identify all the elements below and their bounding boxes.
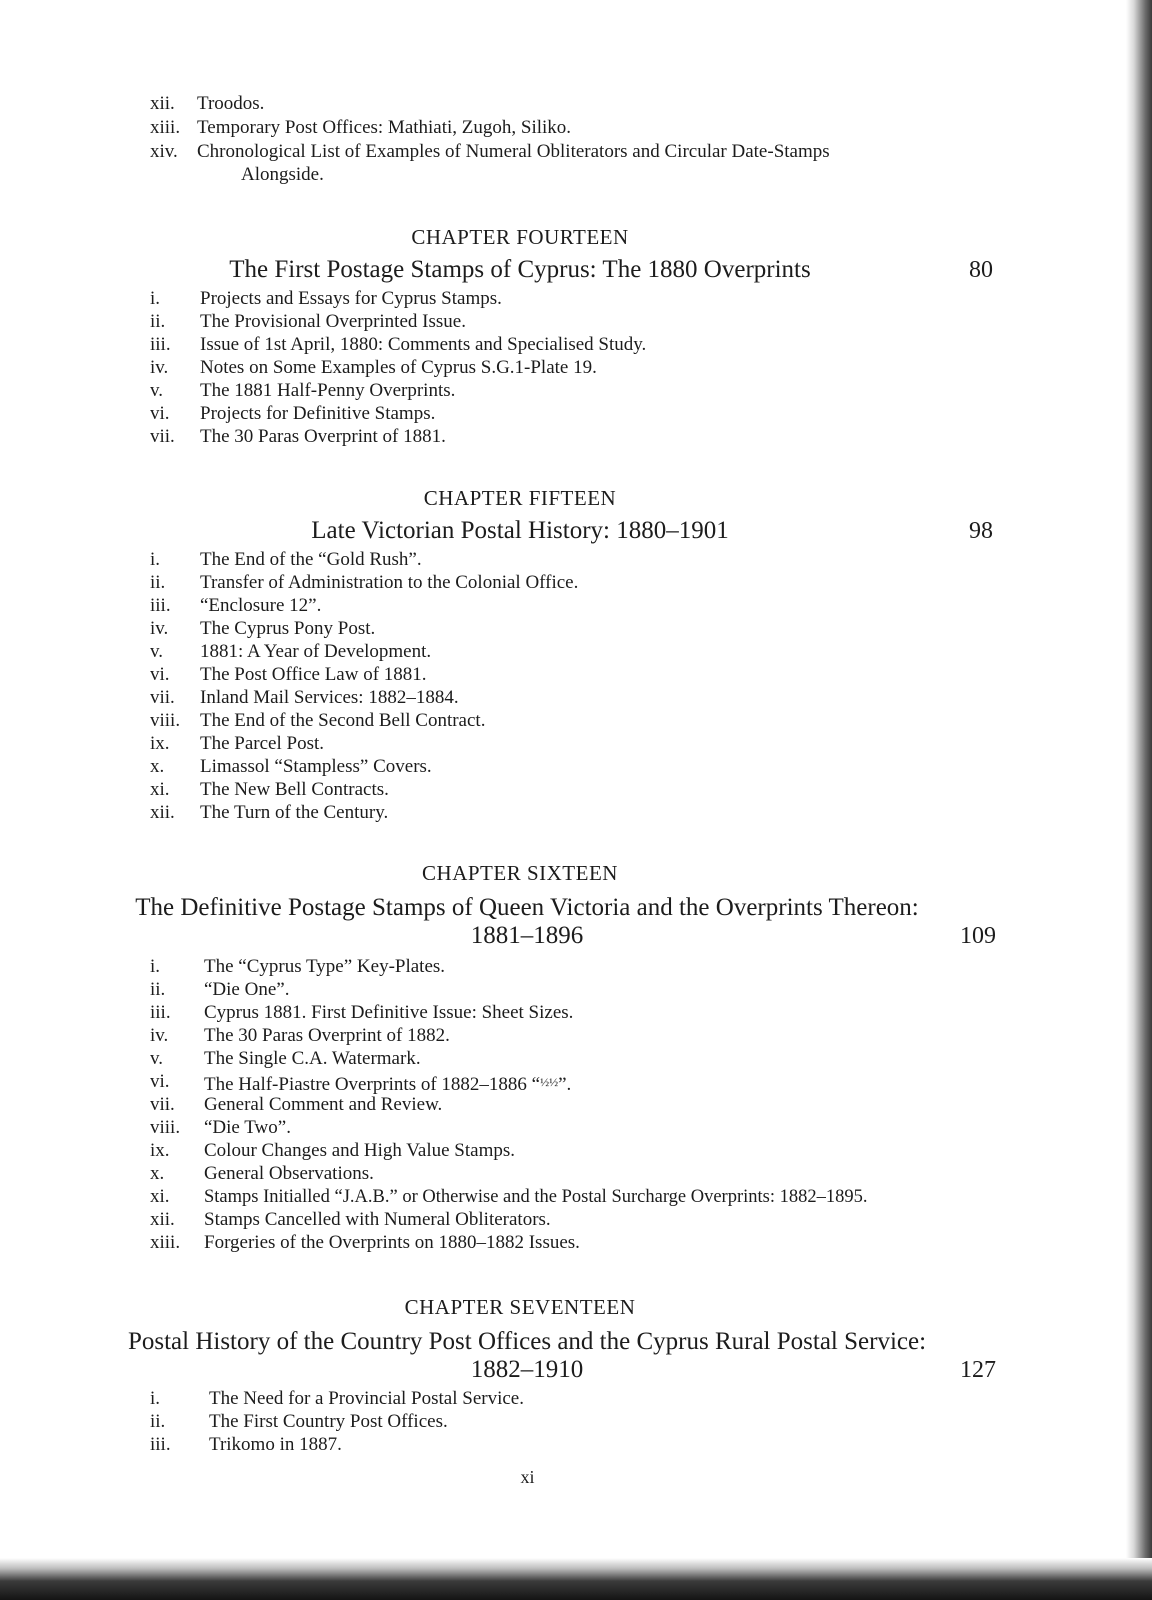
list-item (150, 778, 950, 802)
list-item (150, 1047, 1010, 1071)
item-number: ii. (150, 572, 166, 593)
list-item (150, 1139, 1010, 1163)
item-text: Projects and Essays for Cyprus Stamps. (200, 288, 502, 309)
item-number: ix. (150, 1140, 170, 1161)
list-item (150, 379, 950, 403)
item-number: xii. (150, 93, 175, 114)
list-item (150, 1001, 1010, 1025)
list-item (150, 617, 950, 641)
item-text: The “Cyprus Type” Key-Plates. (204, 956, 446, 977)
item-text: Transfer of Administration to the Colonial Office. (200, 572, 579, 593)
list-item (150, 1410, 1010, 1434)
item-text: The 30 Paras Overprint of 1882. (204, 1025, 450, 1046)
item-text: Stamps Cancelled with Numeral Obliterators. (204, 1209, 551, 1230)
chapter-heading: CHAPTER SIXTEEN (422, 861, 618, 885)
list-item (150, 425, 950, 449)
scan-page-edge-right (1126, 0, 1152, 1600)
item-number: ii. (150, 979, 166, 1000)
item-number: xiv. (150, 141, 178, 162)
list-item (150, 1387, 1010, 1411)
item-number: i. (150, 288, 161, 309)
list-item (150, 402, 950, 426)
item-number: iii. (150, 334, 171, 355)
item-text: The Cyprus Pony Post. (200, 618, 376, 639)
item-text: Notes on Some Examples of Cyprus S.G.1-Plate 19. (200, 357, 597, 378)
item-number: xii. (150, 802, 175, 823)
list-item (150, 955, 1010, 979)
item-text: Troodos. (197, 93, 265, 114)
item-number: xii. (150, 1209, 175, 1230)
item-text: General Comment and Review. (204, 1094, 443, 1115)
list-item (150, 571, 950, 595)
list-item (150, 356, 950, 380)
list-item (150, 594, 950, 618)
list-item (150, 978, 1010, 1002)
item-number: xi. (150, 1186, 170, 1207)
list-item (150, 1024, 1010, 1048)
list-item (150, 686, 950, 710)
list-item (150, 732, 950, 756)
item-text: The 1881 Half-Penny Overprints. (200, 380, 456, 401)
item-number: vi. (150, 664, 170, 685)
list-item (150, 1433, 1010, 1457)
item-text: Forgeries of the Overprints on 1880–1882 Issues. (204, 1232, 580, 1253)
item-number: iii. (150, 1434, 171, 1455)
list-item (150, 287, 950, 311)
item-number: viii. (150, 710, 181, 731)
item-text: The Single C.A. Watermark. (204, 1048, 421, 1069)
list-item (150, 140, 1050, 164)
list-item (150, 801, 950, 825)
chapter-heading: CHAPTER FIFTEEN (423, 486, 617, 510)
list-item (150, 640, 950, 664)
fraction-half: ½½ (540, 1075, 559, 1089)
item-text: The New Bell Contracts. (200, 779, 389, 800)
item-number: vii. (150, 426, 175, 447)
page-number: 109 (960, 923, 996, 949)
item-number: ii. (150, 1411, 166, 1432)
list-item (150, 116, 1050, 140)
item-text: “Die One”. (204, 979, 290, 1000)
chapter-title-line-1: Postal History of the Country Post Offices and the Cyprus Rural Postal Service: (127, 1328, 927, 1355)
item-text: Colour Changes and High Value Stamps. (204, 1140, 516, 1161)
item-text: Temporary Post Offices: Mathiati, Zugoh, Siliko. (197, 117, 572, 138)
item-number: vii. (150, 687, 175, 708)
item-text: Inland Mail Services: 1882–1884. (200, 687, 459, 708)
page-folio: xi (520, 1467, 535, 1487)
item-number: iii. (150, 595, 171, 616)
item-text: Limassol “Stampless” Covers. (200, 756, 432, 777)
list-item (150, 1162, 1010, 1186)
item-number: v. (150, 641, 164, 662)
item-text: “Die Two”. (204, 1117, 291, 1138)
list-item (150, 333, 950, 357)
item-number: iii. (150, 1002, 171, 1023)
item-number: iv. (150, 357, 169, 378)
item-text-main: The Half-Piastre Overprints of 1882–1886 “ (204, 1074, 541, 1095)
item-number: vi. (150, 1071, 170, 1092)
item-text: Cyprus 1881. First Definitive Issue: Sheet Sizes. (204, 1002, 574, 1023)
item-text: Stamps Initialled “J.A.B.” or Otherwise and the Postal Surcharge Overprints: 1882–1895. (204, 1187, 868, 1207)
item-number: viii. (150, 1117, 181, 1138)
list-item (150, 663, 950, 687)
chapter-title: Late Victorian Postal History: 1880–1901 (311, 517, 729, 544)
chapter-heading: CHAPTER FOURTEEN (411, 225, 629, 249)
list-item (150, 1093, 1010, 1117)
item-number: xi. (150, 779, 170, 800)
item-text-end: ”. (558, 1074, 572, 1095)
item-number: v. (150, 380, 164, 401)
item-text: The Parcel Post. (200, 733, 325, 754)
list-item (150, 92, 1050, 116)
page-number: 127 (960, 1357, 996, 1383)
item-text: Projects for Definitive Stamps. (200, 403, 436, 424)
item-text: The Need for a Provincial Postal Service. (209, 1388, 524, 1409)
item-text: The Turn of the Century. (200, 802, 389, 823)
chapter-heading: CHAPTER SEVENTEEN (404, 1295, 636, 1319)
chapter-title-line-1: The Definitive Postage Stamps of Queen Victoria and the Overprints Thereon: (135, 894, 919, 921)
list-item (150, 1231, 1010, 1255)
page-number: 98 (969, 518, 993, 544)
item-text: The End of the “Gold Rush”. (200, 549, 422, 570)
item-number: ii. (150, 311, 166, 332)
list-item (150, 1208, 1010, 1232)
list-item (150, 1070, 1010, 1094)
item-number: i. (150, 549, 161, 570)
item-number: x. (150, 1163, 165, 1184)
item-text: The Provisional Overprinted Issue. (200, 311, 466, 332)
chapter-title-line-2: 1881–1896 (470, 922, 584, 949)
list-item (150, 1116, 1010, 1140)
item-text: Chronological List of Examples of Numeral Obliterators and Circular Date-Stamps (197, 141, 830, 162)
item-text: Trikomo in 1887. (209, 1434, 342, 1455)
item-number: vi. (150, 403, 170, 424)
item-text: Issue of 1st April, 1880: Comments and Specialised Study. (200, 334, 647, 355)
item-text: The Post Office Law of 1881. (200, 664, 427, 685)
list-item (150, 310, 950, 334)
list-item (150, 755, 950, 779)
item-number: i. (150, 1388, 161, 1409)
item-number: i. (150, 956, 161, 977)
chapter-title: The First Postage Stamps of Cyprus: The 1880 Overprints (229, 256, 811, 283)
item-text: “Enclosure 12”. (200, 595, 322, 616)
item-number: iv. (150, 618, 169, 639)
item-text: The 30 Paras Overprint of 1881. (200, 426, 446, 447)
item-number: ix. (150, 733, 170, 754)
item-number: x. (150, 756, 165, 777)
scan-page-edge-bottom (0, 1558, 1152, 1600)
page-number: 80 (969, 257, 993, 283)
chapter-title-line-2: 1882–1910 (470, 1356, 584, 1383)
item-number: vii. (150, 1094, 175, 1115)
item-text: General Observations. (204, 1163, 374, 1184)
item-text-continuation: Alongside. (241, 164, 324, 185)
item-number: v. (150, 1048, 164, 1069)
item-text: The End of the Second Bell Contract. (200, 710, 486, 731)
item-number: xiii. (150, 117, 181, 138)
item-text: 1881: A Year of Development. (200, 641, 432, 662)
list-item (150, 1185, 1010, 1209)
list-item (150, 548, 950, 572)
item-text: The First Country Post Offices. (209, 1411, 448, 1432)
item-number: xiii. (150, 1232, 181, 1253)
list-item (150, 709, 950, 733)
item-number: iv. (150, 1025, 169, 1046)
